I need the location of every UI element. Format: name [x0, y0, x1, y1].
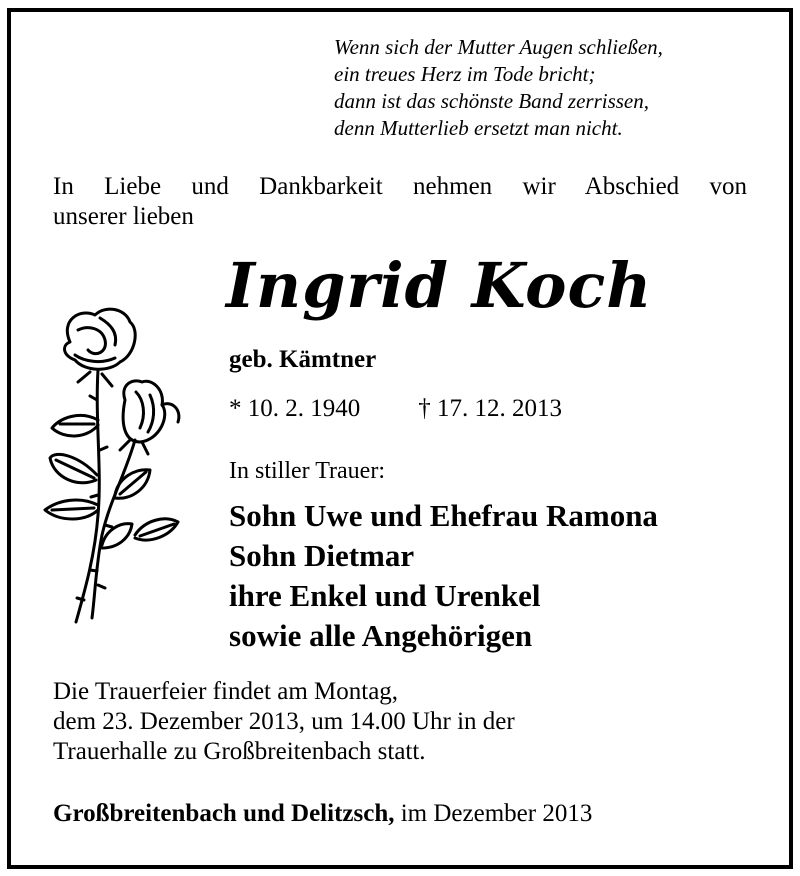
poem	[334, 34, 663, 142]
mourner-line: Sohn Uwe und Ehefrau Ramona	[229, 498, 658, 533]
mourners-list	[229, 496, 658, 656]
mourning-heading: In stiller Trauer:	[229, 458, 385, 484]
mourner-line: Sohn Dietmar	[229, 538, 415, 573]
funeral-info	[53, 677, 515, 767]
poem-line: denn Mutterlieb ersetzt man nicht.	[334, 116, 623, 140]
poem-line: ein treues Herz im Tode bricht;	[334, 62, 596, 86]
poem-line: dann ist das schönste Band zerrissen,	[334, 89, 649, 113]
intro-text	[53, 172, 747, 232]
signature-line	[53, 799, 592, 829]
intro-line: In Liebe und Dankbarkeit nehmen wir Abschied von	[53, 173, 747, 200]
funeral-line: Die Trauerfeier findet am Montag,	[53, 678, 399, 705]
signature-date: im Dezember 2013	[394, 800, 593, 827]
mourner-line: ihre Enkel und Urenkel	[229, 578, 541, 613]
poem-line: Wenn sich der Mutter Augen schließen,	[334, 35, 663, 59]
deceased-name: Ingrid Koch	[226, 249, 653, 322]
funeral-line: dem 23. Dezember 2013, um 14.00 Uhr in der	[53, 708, 515, 735]
birth-date: * 10. 2. 1940	[229, 395, 361, 422]
signature-places: Großbreitenbach und Delitzsch,	[53, 800, 395, 827]
mourner-line: sowie alle Angehörigen	[229, 618, 533, 653]
rose-icon	[40, 300, 190, 630]
death-date: † 17. 12. 2013	[418, 395, 562, 422]
life-dates	[229, 394, 562, 424]
funeral-line: Trauerhalle zu Großbreitenbach statt.	[53, 738, 426, 765]
intro-line: unserer lieben	[53, 203, 194, 230]
maiden-name: geb. Kämtner	[229, 346, 377, 373]
